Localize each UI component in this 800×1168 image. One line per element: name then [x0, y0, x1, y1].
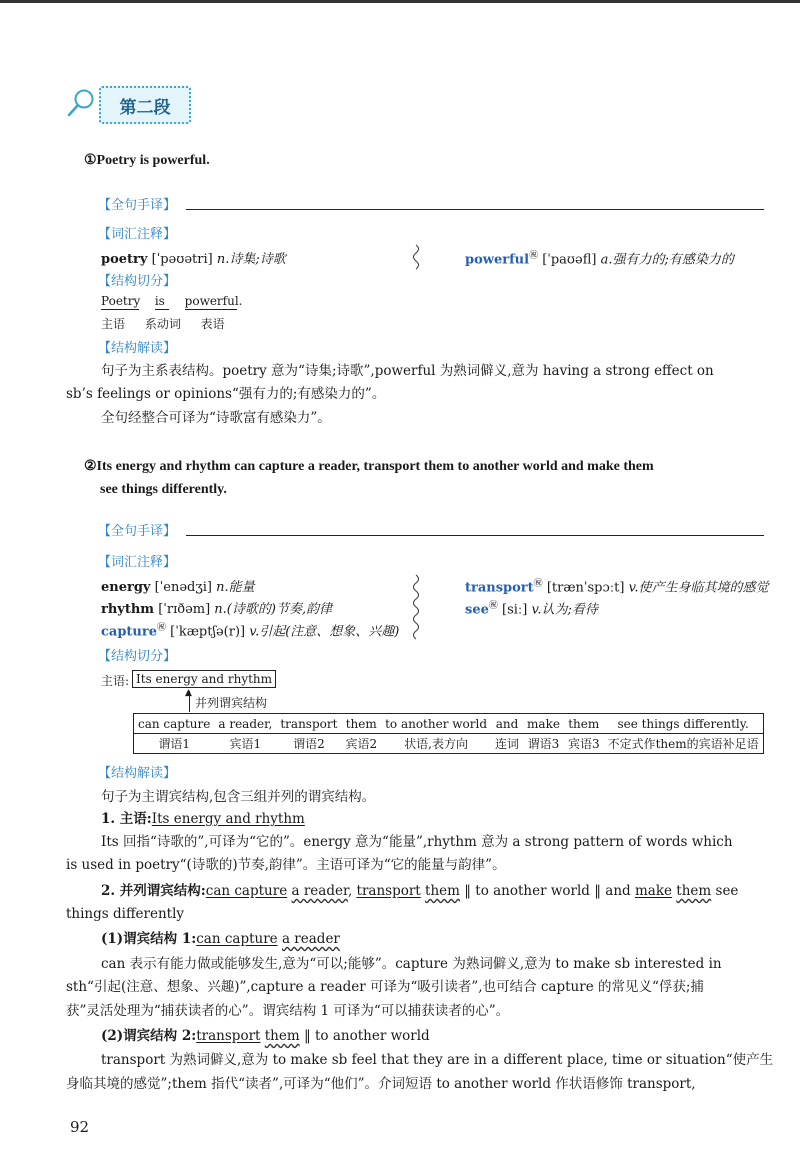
point-4-heading — [101, 1025, 430, 1047]
explain-intro: 句子为主谓宾结构,包含三组并列的谓宾结构。 — [101, 789, 376, 805]
magnifier-icon — [66, 88, 96, 118]
vocab-def: v.使产生身临其境的感觉 — [628, 580, 769, 596]
point-label: 1. 主语: — [101, 811, 152, 827]
object: a reader — [281, 931, 340, 947]
wavy-divider — [408, 244, 424, 270]
separator: ‖ to another world ‖ and — [459, 883, 635, 899]
split-cell: and — [491, 714, 523, 734]
vocab-def: n.诗集;诗歌 — [216, 252, 286, 267]
split-cell: see things differently. — [604, 714, 764, 734]
split-cell: can capture — [134, 714, 215, 734]
tag-vocab-2: 【词汇注释】 — [98, 555, 177, 570]
vocab-phonetic: [siː] — [502, 602, 528, 618]
tag-vocab-1: 【词汇注释】 — [98, 227, 177, 242]
split-cell: 不定式作them的宾语补足语 — [607, 737, 759, 751]
split-cell: 宾语1 — [229, 737, 262, 751]
vocab-def: a.强有力的;有感染力的 — [600, 252, 734, 268]
point-1-heading — [101, 808, 305, 830]
tag-explain-2: 【结构解读】 — [98, 766, 177, 781]
sentence-2-line-2: see things differently. — [100, 482, 227, 497]
tag-translate-2: 【全句手译】 — [98, 524, 177, 539]
page-number: 92 — [70, 1118, 90, 1136]
translate-line-2 — [186, 535, 764, 536]
split-role: 主语 — [101, 317, 126, 331]
predicate: make — [634, 883, 672, 899]
split-cell: them — [564, 714, 604, 734]
predicate: can capture — [196, 931, 278, 947]
vocab-capture — [101, 620, 399, 639]
point-2-heading — [101, 880, 738, 902]
subject-label: 主语: — [101, 674, 130, 688]
separator: see — [711, 883, 739, 899]
split-cell: 状语,表方向 — [404, 737, 468, 751]
point-3-line-1: can 表示有能力做或能够发生,意为“可以;能够”。capture 为熟词僻义,意为 to make sb interested in — [101, 956, 722, 972]
vocab-phonetic: [ˈpaʊəfl] — [542, 252, 597, 268]
sentence-2-line-1: ②Its energy and rhythm can capture a reader, transport them to another world and make them — [84, 459, 654, 474]
predicate: can capture — [205, 883, 288, 899]
split-cell: 宾语2 — [345, 737, 378, 751]
object: them — [264, 1028, 300, 1044]
split-word: Poetry — [101, 294, 141, 308]
point-1-line-2: is used in poetry“(诗歌的)节奏,韵律”。主语可译为“它的能量与韵律”。 — [66, 857, 506, 873]
split-bottom-row — [134, 734, 764, 754]
mark-icon: ㊗ — [533, 579, 543, 589]
vocab-phonetic: [trænˈspɔːt] — [546, 580, 625, 596]
split-cell: 谓语1 — [158, 737, 190, 751]
vocab-poetry — [101, 248, 286, 267]
vocab-word: energy — [101, 580, 151, 595]
vocab-see — [465, 598, 598, 617]
point-label: 2. 并列谓宾结构: — [101, 883, 206, 899]
mark-icon: ㊗ — [529, 251, 539, 261]
arrow-up-icon: ▲ — [185, 688, 192, 698]
vocab-phonetic: [ˈenədʒi] — [154, 580, 212, 595]
parallel-label: 并列谓宾结构 — [195, 696, 268, 710]
vocab-word: transport — [465, 580, 534, 596]
vocab-word: rhythm — [101, 602, 155, 617]
tag-split-2: 【结构切分】 — [98, 649, 177, 664]
vocab-word: poetry — [101, 252, 148, 267]
object: them — [425, 883, 460, 899]
point-1-line-1: Its 回指“诗歌的”,可译为“它的”。energy 意为“能量”,rhythm 意为 a strong pattern of words which — [101, 834, 733, 850]
subject-box: Its energy and rhythm — [132, 670, 276, 688]
split-role: 表语 — [200, 317, 225, 331]
vocab-def: v.认为;看待 — [531, 602, 598, 618]
point-3-line-2: sth“引起(注意、想象、兴趣)”,capture a reader 可译为“吸引读者”,也可结合 capture 的常见义“俘获;捕 — [66, 979, 704, 995]
split-cell: transport — [276, 714, 341, 734]
predicate: transport — [196, 1028, 261, 1044]
vocab-word: capture — [101, 624, 158, 640]
section-title-box — [99, 86, 191, 124]
split-cell: them — [341, 714, 381, 734]
explain-1-line-3: 全句经整合可译为“诗歌富有感染力”。 — [101, 410, 331, 426]
vocab-powerful — [465, 248, 734, 267]
split-roles-1 — [101, 315, 225, 332]
vocab-word: see — [465, 602, 489, 618]
explain-1-line-2: sb’s feelings or opinions“强有力的;有感染力的”。 — [66, 386, 386, 402]
vocab-def: v.引起(注意、想象、兴趣) — [249, 624, 400, 640]
vocab-energy — [101, 576, 255, 595]
explain-1-line-1: 句子为主系表结构。poetry 意为“诗集;诗歌”,powerful 为熟词僻义,意为 having a strong effect on — [101, 363, 714, 379]
object: them — [676, 883, 712, 899]
sentence-1: ①Poetry is powerful. — [84, 153, 210, 168]
vocab-rhythm — [101, 598, 332, 617]
translate-line-1 — [186, 209, 764, 210]
split-cell: 谓语2 — [293, 737, 325, 751]
split-cell: 谓语3 — [527, 737, 560, 751]
point-4-line-1: transport 为熟词僻义,意为 to make sb feel that they are in a different place, time or situation“使产生 — [101, 1052, 774, 1068]
section-title: 第二段 — [119, 97, 171, 118]
point-text: Its energy and rhythm — [151, 811, 305, 827]
point-3-line-3: 获”灵活处理为“捕获读者的心”。谓宾结构 1 可译为“可以捕获读者的心”。 — [66, 1003, 510, 1019]
split-cell: 宾语3 — [567, 737, 600, 751]
point-label: (1)谓宾结构 1: — [101, 931, 197, 947]
object: a reader — [291, 883, 348, 899]
tag-explain-1: 【结构解读】 — [98, 341, 177, 356]
split-word: is — [155, 294, 169, 310]
vocab-transport — [465, 576, 769, 595]
split-cell: to another world — [381, 714, 491, 734]
mark-icon: ㊗ — [157, 623, 167, 633]
tag-split-1: 【结构切分】 — [98, 274, 177, 289]
vocab-phonetic: [ˈkæptʃə(r)] — [170, 624, 246, 640]
split-role: 系动词 — [144, 317, 181, 331]
point-2-line-2: things differently — [66, 906, 185, 922]
point-label: (2)谓宾结构 2: — [101, 1028, 197, 1044]
vocab-def: n.(诗歌的)节奏,韵律 — [214, 602, 333, 617]
wavy-divider — [408, 574, 424, 640]
separator: , — [347, 883, 357, 899]
split-cell: make — [523, 714, 564, 734]
separator: ‖ to another world — [299, 1028, 430, 1044]
split-top-row — [134, 714, 764, 734]
top-rule — [0, 0, 800, 3]
tag-translate-1: 【全句手译】 — [98, 198, 177, 213]
split-1 — [101, 294, 243, 310]
mark-icon: ㊗ — [488, 601, 498, 611]
split-word: powerful. — [184, 294, 243, 308]
vocab-word: powerful — [465, 252, 530, 268]
split-cell: a reader, — [214, 714, 276, 734]
vocab-phonetic: [ˈrɪðəm] — [158, 602, 211, 617]
split-cell: 连词 — [495, 737, 520, 751]
predicate: transport — [356, 883, 421, 899]
split-table — [133, 713, 764, 754]
point-4-line-2: 身临其境的感觉”;them 指代“读者”,可译为“他们”。介词短语 to another world 作状语修饰 transport, — [66, 1076, 696, 1092]
vocab-phonetic: [ˈpəʊətri] — [151, 252, 213, 267]
vocab-def: n.能量 — [216, 580, 255, 595]
point-3-heading — [101, 928, 340, 950]
